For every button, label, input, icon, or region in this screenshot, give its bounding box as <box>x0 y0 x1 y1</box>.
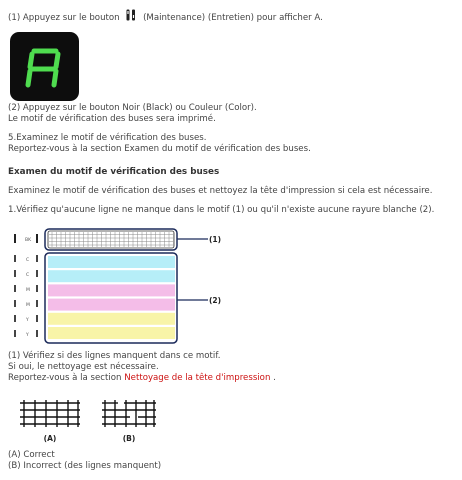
section-instruction: 1.Vérifiez qu'aucune ligne ne manque dans le motif (1) ou qu'il n'existe aucune rayure blanche (2). <box>8 205 435 215</box>
callout-2: (2) <box>209 296 222 305</box>
note-line3 <box>8 373 276 384</box>
callout-1: (1) <box>209 235 222 244</box>
note-line1: (1) Vérifiez si des lignes manquent dans ce motif. <box>8 351 221 361</box>
note-line3-suffix: . <box>273 373 276 383</box>
example-a-label: (A) <box>43 434 57 443</box>
color-band-pattern <box>45 253 177 343</box>
section-title: Examen du motif de vérification des buses <box>8 167 220 177</box>
lcd-character-a-icon <box>10 32 79 101</box>
legend-a: (A) Correct <box>8 450 55 460</box>
color-band <box>48 327 175 339</box>
row-label-y2: Y <box>26 333 29 338</box>
cleaning-link[interactable]: Nettoyage de la tête d'impression <box>124 373 271 383</box>
example-patterns <box>18 397 168 445</box>
step5-line2: Reportez-vous à la section Examen du motif de vérification des buses. <box>8 144 311 154</box>
maintenance-icon <box>125 9 137 21</box>
lcd-display-icon <box>10 32 79 101</box>
legend-b: (B) Incorrect (des lignes manquent) <box>8 461 162 471</box>
step2-line1: (2) Appuyez sur le bouton Noir (Black) ou Couleur (Color). <box>8 103 257 113</box>
color-band <box>48 284 175 296</box>
note-line2: Si oui, le nettoyage est nécessaire. <box>8 362 159 372</box>
row-label-bk: BK <box>25 238 32 243</box>
step1-text-after: (Maintenance) (Entretien) pour afficher A. <box>143 13 323 23</box>
note-line3-prefix: Reportez-vous à la section <box>8 373 122 383</box>
step5-line1: 5.Examinez le motif de vérification des buses. <box>8 133 207 143</box>
step2-line2: Le motif de vérification des buses sera imprimé. <box>8 114 216 124</box>
example-b-label: (B) <box>122 434 136 443</box>
row-label-c2: C <box>26 273 30 278</box>
grid-pattern <box>45 229 177 250</box>
nozzle-check-pattern-figure <box>12 226 227 346</box>
color-band <box>48 270 175 282</box>
step1-text-before: (1) Appuyez sur le bouton <box>8 13 120 23</box>
step1-line <box>8 9 323 24</box>
row-label-c1: C <box>26 258 30 263</box>
row-label-m1: M <box>26 288 30 293</box>
row-markers <box>14 234 38 338</box>
section-intro: Examinez le motif de vérification des buses et nettoyez la tête d'impression si cela est nécessaire. <box>8 186 433 196</box>
example-b-incorrect-icon <box>102 400 156 427</box>
color-band <box>48 313 175 325</box>
row-label-y1: Y <box>26 318 29 323</box>
color-band <box>48 299 175 311</box>
row-label-m2: M <box>26 303 30 308</box>
example-a-correct-icon <box>20 400 80 427</box>
color-band <box>48 256 175 268</box>
